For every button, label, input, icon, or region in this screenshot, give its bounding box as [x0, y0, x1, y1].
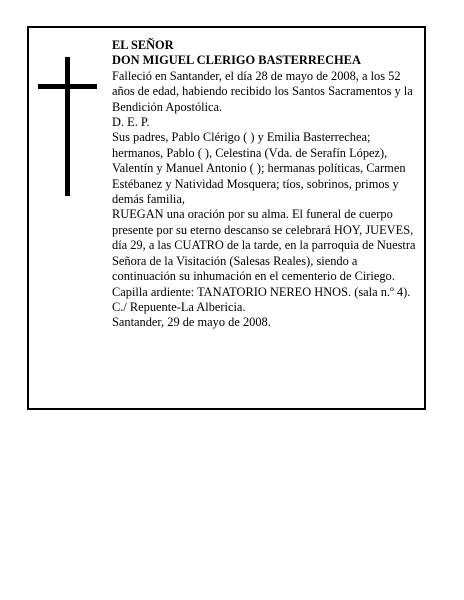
cross-icon-horizontal-bar [38, 84, 97, 89]
deceased-name: DON MIGUEL CLERIGO BASTERRECHEA [112, 53, 361, 68]
family-paragraph: Sus padres, Pablo Clérigo ( ) y Emilia Basterrechea; hermanos, Pablo ( ), Celestina (Vda. de Serafín López), Valentín y Manuel Antonio ( ); hermanas políticas, Carmen Estébanez y Natividad Mosquera; tíos, sobrinos, primos y demás familia, [112, 130, 406, 207]
funeral-paragraph: RUEGAN una oración por su alma. El funeral de cuerpo presente por su eterno descanso se celebrará HOY, JUEVES, día 29, a las CUATRO de la tarde, en la parroquia de Nuestra Señora de la Visitación (Salesas Reales), siendo a continuación su inhumación en el cementerio de Ciriego. Capilla ardiente: TANATORIO NEREO HNOS. (sala n.º 4). C./ Repuente-La Albericia. [112, 207, 416, 314]
cross-icon-vertical-bar [65, 57, 70, 196]
obituary-text [112, 38, 420, 331]
dep-line: D. E. P. [112, 115, 150, 130]
place-date-line: Santander, 29 de mayo de 2008. [112, 315, 271, 330]
heading-title: EL SEÑOR [112, 38, 174, 52]
death-paragraph: Falleció en Santander, el día 28 de mayo de 2008, a los 52 años de edad, habiendo recibido los Santos Sacramentos y la Bendición Apostólica. [112, 68, 413, 114]
